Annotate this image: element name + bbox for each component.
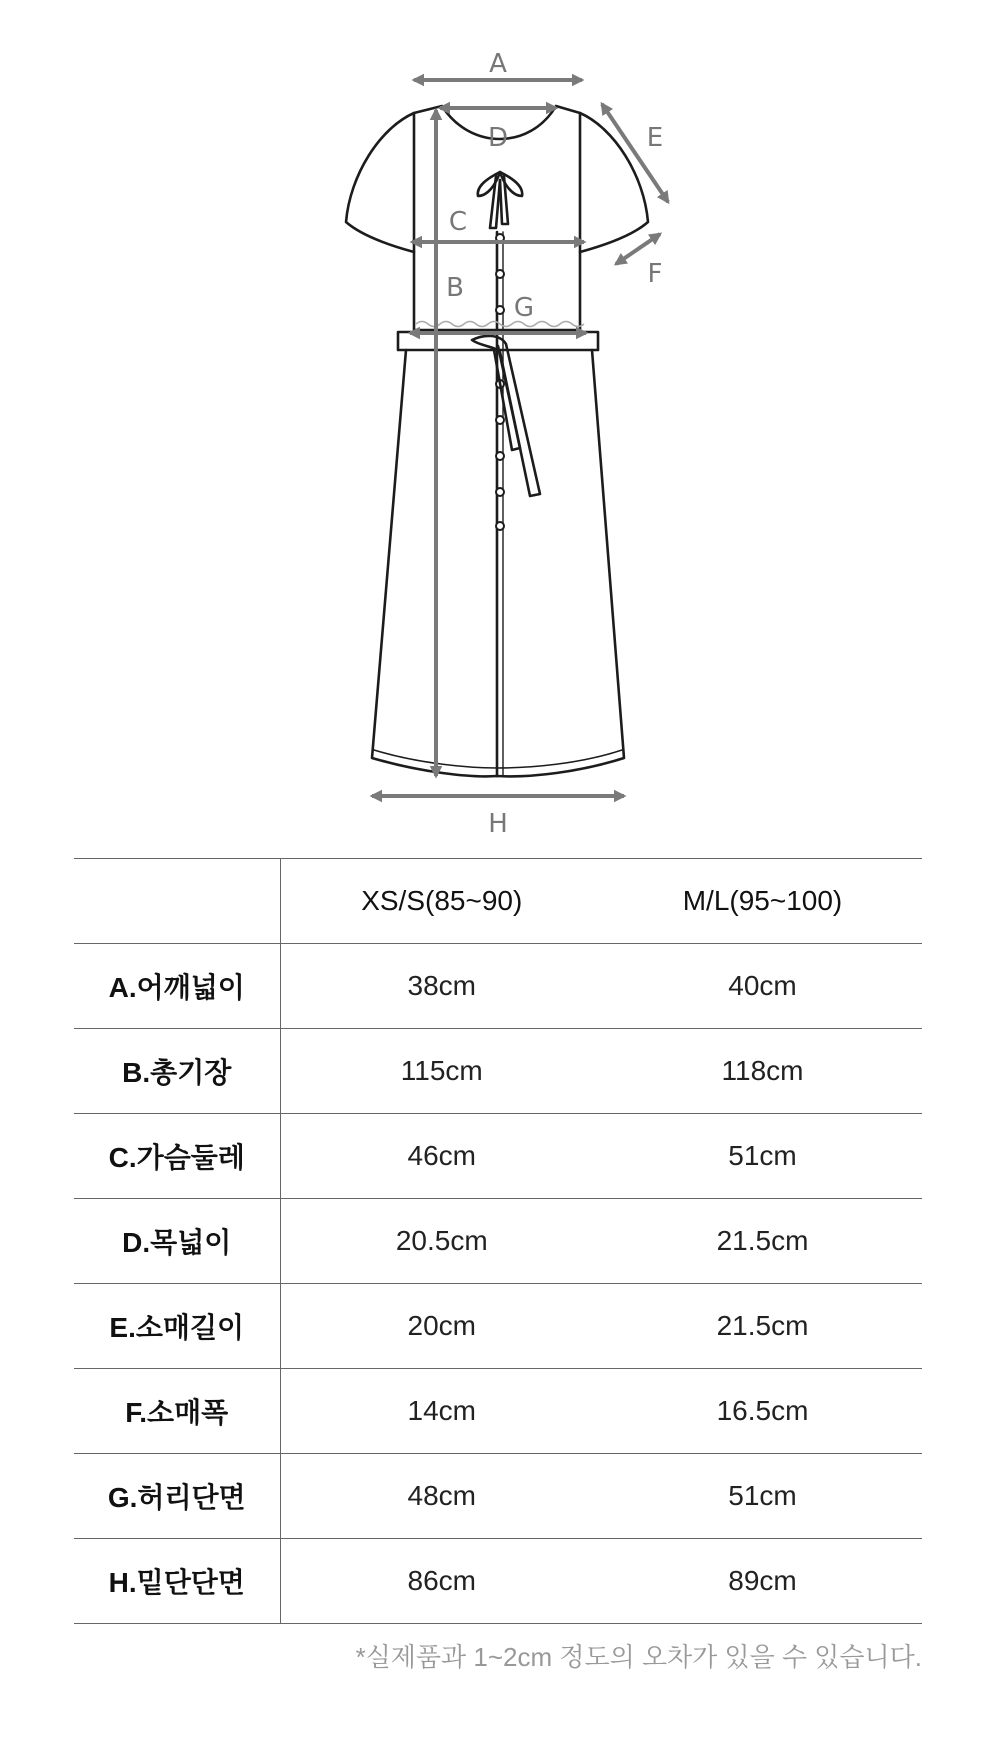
measure-e-line [602, 104, 668, 202]
row-label: B.총기장 [74, 1029, 280, 1114]
label-e: E [646, 123, 664, 153]
row-label: D.목넓이 [74, 1199, 280, 1284]
size-table-header [74, 859, 922, 944]
value-m-l: 21.5cm [603, 1199, 922, 1284]
tolerance-note: *실제품과 1~2cm 정도의 오차가 있을 수 있습니다. [355, 1642, 922, 1672]
value-m-l: 51cm [603, 1454, 922, 1539]
table-row [74, 1114, 922, 1199]
size-diagram [0, 0, 1000, 860]
label-d: D [487, 123, 509, 153]
table-row [74, 1539, 922, 1624]
table-row [74, 1029, 922, 1114]
value-xs-s: 20cm [280, 1284, 603, 1369]
value-m-l: 21.5cm [603, 1284, 922, 1369]
label-c: C [448, 207, 468, 237]
value-xs-s: 48cm [280, 1454, 603, 1539]
label-b: B [446, 273, 464, 303]
value-xs-s: 86cm [280, 1539, 603, 1624]
row-label: H.밑단단면 [74, 1539, 280, 1624]
value-m-l: 51cm [603, 1114, 922, 1199]
row-label: E.소매길이 [74, 1284, 280, 1369]
row-label: A.어깨넓이 [74, 944, 280, 1029]
dress-illustration [346, 106, 648, 776]
label-g: G [513, 293, 535, 323]
table-row [74, 1369, 922, 1454]
row-label: F.소매폭 [74, 1369, 280, 1454]
table-row [74, 944, 922, 1029]
value-xs-s: 20.5cm [280, 1199, 603, 1284]
header-corner-cell [74, 859, 280, 944]
value-m-l: 89cm [603, 1539, 922, 1624]
label-a: A [489, 49, 507, 79]
size-table [74, 858, 922, 1624]
row-label: G.허리단면 [74, 1454, 280, 1539]
label-f: F [647, 259, 663, 289]
value-xs-s: 115cm [280, 1029, 603, 1114]
table-row [74, 1199, 922, 1284]
value-m-l: 118cm [603, 1029, 922, 1114]
value-xs-s: 46cm [280, 1114, 603, 1199]
table-row [74, 1454, 922, 1539]
value-m-l: 40cm [603, 944, 922, 1029]
value-xs-s: 38cm [280, 944, 603, 1029]
column-header-m-l: M/L(95~100) [603, 859, 922, 944]
label-h: H [488, 809, 508, 839]
row-label: C.가슴둘레 [74, 1114, 280, 1199]
value-m-l: 16.5cm [603, 1369, 922, 1454]
value-xs-s: 14cm [280, 1369, 603, 1454]
table-row [74, 1284, 922, 1369]
column-header-xs-s: XS/S(85~90) [280, 859, 603, 944]
